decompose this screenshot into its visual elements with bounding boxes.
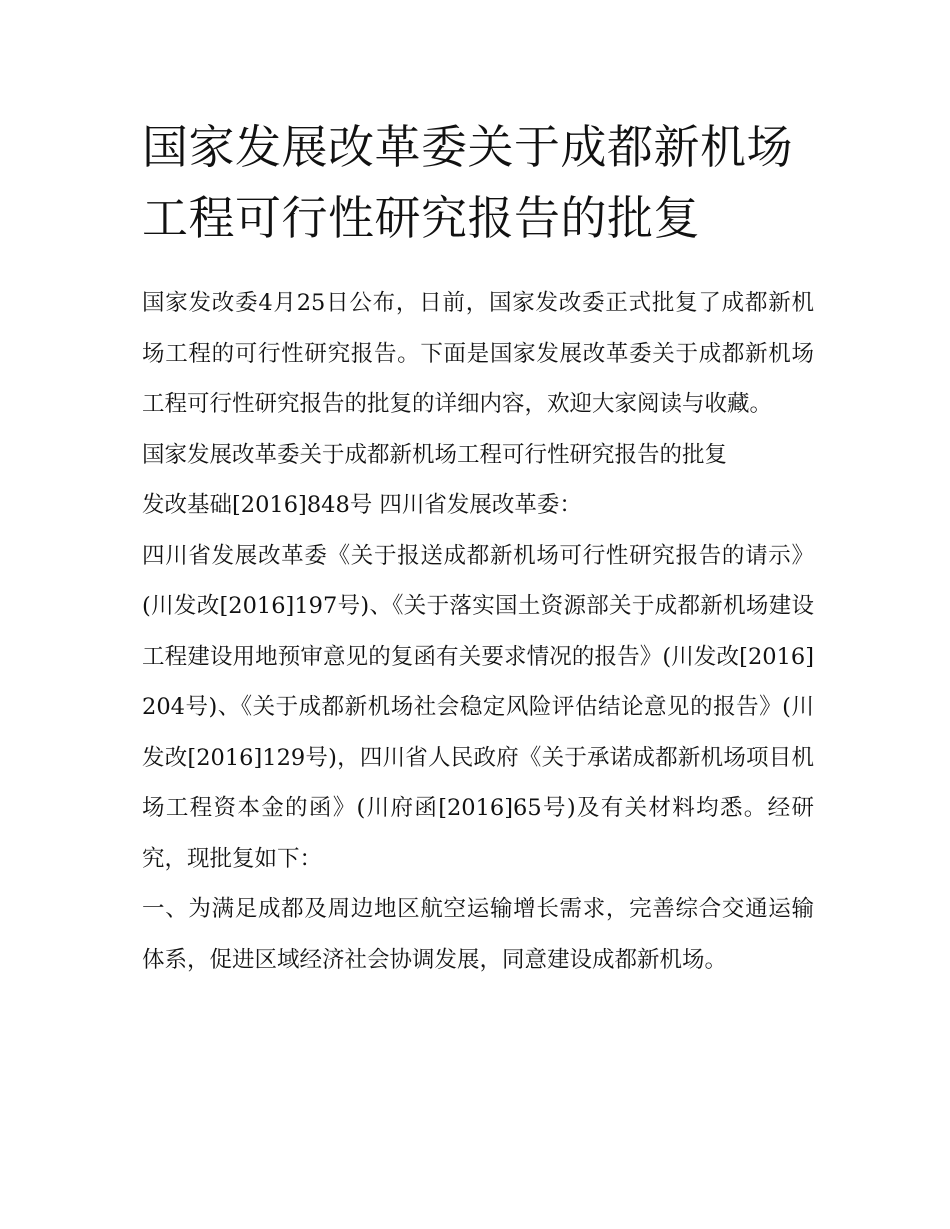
document-page (142, 112, 814, 985)
body-paragraph: 四川省发展改革委《关于报送成都新机场可行性研究报告的请示》(川发改[2016]197号)、《关于落实国土资源部关于成都新机场建设工程建设用地预审意见的复函有关要求情况的报告》(川发改[2016]204号)、《关于成都新机场社会稳定风险评估结论意见的报告》(川发改[2016]129号)，四川省人民政府《关于承诺成都新机场项目机场工程资本金的函》(川府函[2016]65号)及有关材料均悉。经研究，现批复如下： (142, 542, 814, 872)
item-one-paragraph: 一、为满足成都及周边地区航空运输增长需求，完善综合交通运输体系，促进区域经济社会协调发展，同意建设成都新机场。 (142, 896, 814, 973)
intro-paragraph: 国家发改委4月25日公布，日前，国家发改委正式批复了成都新机场工程的可行性研究报告。下面是国家发展改革委关于成都新机场工程可行性研究报告的批复的详细内容，欢迎大家阅读与收藏。 (142, 290, 814, 417)
approval-subtitle: 国家发展改革委关于成都新机场工程可行性研究报告的批复 (142, 441, 728, 468)
document-title: 国家发展改革委关于成都新机场工程可行性研究报告的批复 (142, 120, 793, 245)
document-number-line: 发改基础[2016]848号 四川省发展改革委： (142, 492, 582, 518)
